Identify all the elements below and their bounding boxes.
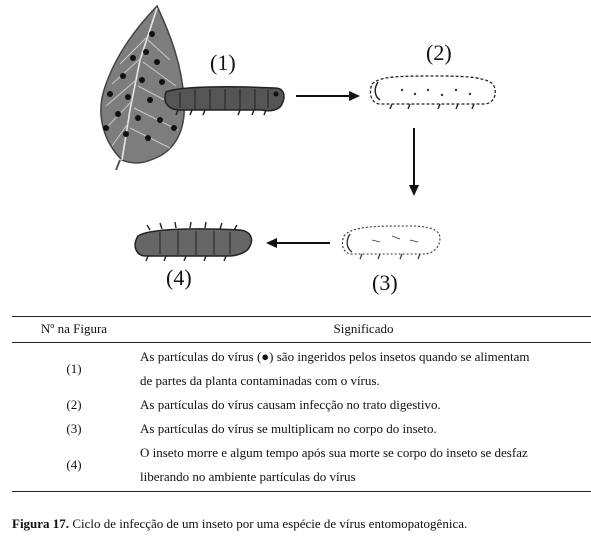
arrow-left-icon bbox=[266, 238, 330, 248]
arrow-down-icon bbox=[409, 128, 419, 196]
leaf-icon bbox=[101, 6, 184, 170]
stage-label-4: (4) bbox=[166, 265, 192, 290]
row-number: (1) bbox=[66, 361, 82, 376]
stage-label-2: (2) bbox=[426, 40, 452, 65]
row-text bbox=[136, 441, 591, 492]
row-text-line: As partículas do vírus se multiplicam no corpo do inseto. bbox=[140, 421, 437, 436]
row-number: (2) bbox=[66, 397, 82, 412]
row-text-line: liberando no ambiente partículas do vírus bbox=[140, 469, 356, 484]
table-row bbox=[12, 441, 591, 492]
caption-text: Ciclo de infecção de um inseto por uma espécie de vírus entomopatogênica. bbox=[69, 516, 468, 531]
row-text bbox=[136, 417, 591, 441]
row-text bbox=[136, 393, 591, 417]
table-row bbox=[12, 393, 591, 417]
stage-label-1: (1) bbox=[210, 50, 236, 75]
table-header-row bbox=[12, 317, 591, 343]
stage-label-3: (3) bbox=[372, 270, 398, 295]
row-text-line: As partículas do vírus (●) são ingeridos pelos insetos quando se alimentam bbox=[140, 349, 530, 364]
column-header-meaning: Significado bbox=[136, 317, 591, 343]
figure-caption bbox=[12, 516, 467, 532]
legend-table bbox=[12, 316, 591, 492]
arrow-right-icon bbox=[296, 91, 360, 101]
row-number: (4) bbox=[12, 441, 136, 492]
caterpillar-stage-4-icon bbox=[135, 222, 251, 261]
caterpillar-stage-3-icon bbox=[342, 226, 440, 259]
row-text-line: As partículas do vírus causam infecção no trato digestivo. bbox=[140, 397, 441, 412]
row-text bbox=[136, 343, 591, 394]
column-header-number: Nº na Figura bbox=[12, 317, 136, 343]
row-text-line: O inseto morre e algum tempo após sua morte se corpo do inseto se desfaz bbox=[140, 445, 528, 460]
row-text-line: de partes da planta contaminadas com o vírus. bbox=[140, 373, 380, 388]
row-number: (3) bbox=[66, 421, 82, 436]
table-row bbox=[12, 343, 591, 394]
caption-label: Figura 17. bbox=[12, 516, 70, 531]
table-row bbox=[12, 417, 591, 441]
caterpillar-stage-2-icon bbox=[370, 76, 495, 109]
